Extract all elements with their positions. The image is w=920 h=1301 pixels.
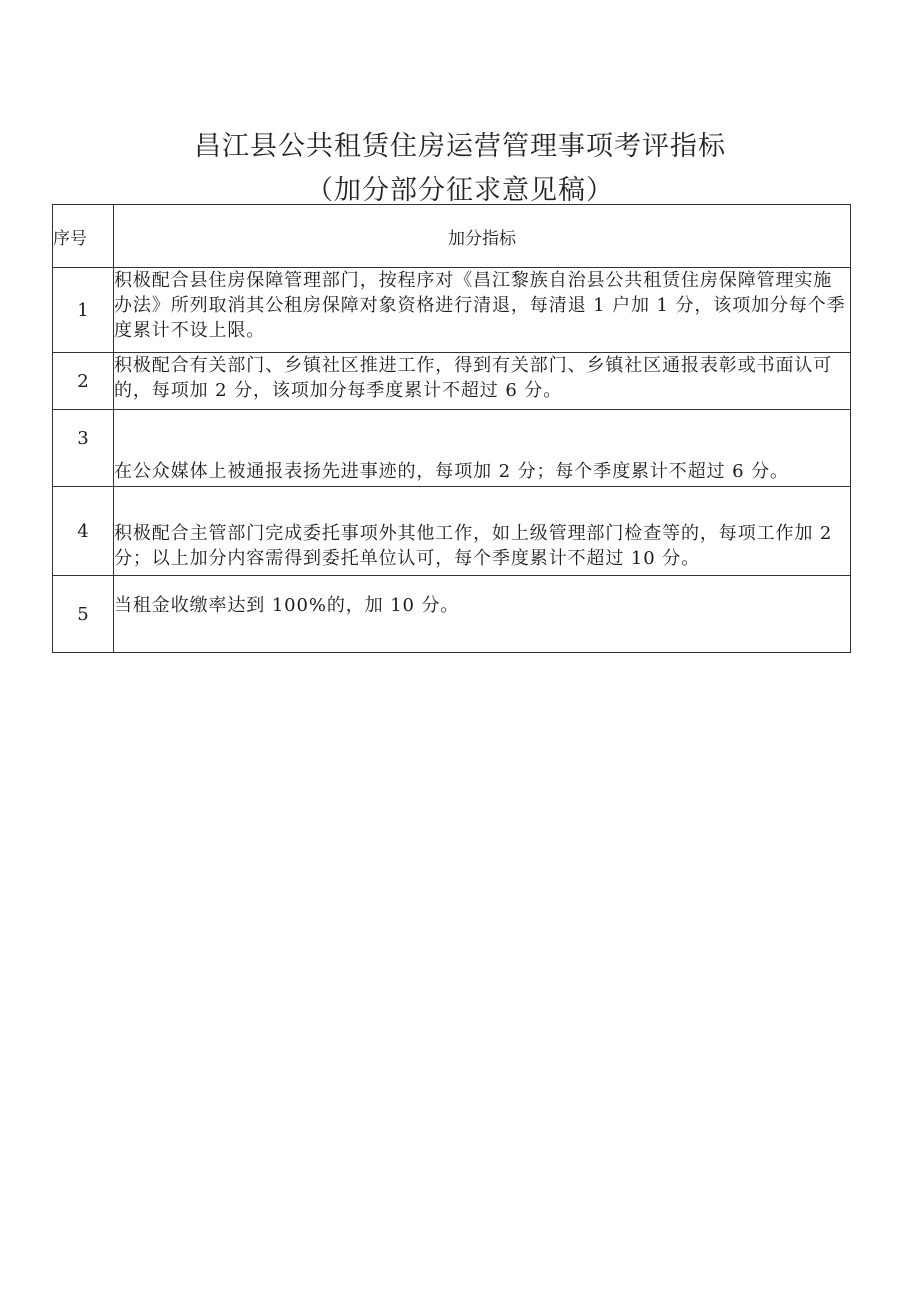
table-row xyxy=(53,576,851,653)
document-subtitle: （加分部分征求意见稿） xyxy=(306,175,614,206)
document-title: 昌江县公共租赁住房运营管理事项考评指标 xyxy=(194,131,726,162)
row-indicator-text: 当租金收缴率达到 100%的，加 10 分。 xyxy=(114,576,851,653)
row-number: 5 xyxy=(53,576,114,653)
table-row xyxy=(53,353,851,410)
row-number: 3 xyxy=(53,410,114,487)
bonus-indicator-table xyxy=(52,204,851,653)
header-number: 序号 xyxy=(53,205,114,268)
table-row xyxy=(53,268,851,353)
row-indicator-text: 在公众媒体上被通报表扬先进事迹的，每项加 2 分；每个季度累计不超过 6 分。 xyxy=(114,410,851,487)
row-number: 2 xyxy=(53,353,114,410)
table-header-row xyxy=(53,205,851,268)
row-indicator-text: 积极配合有关部门、乡镇社区推进工作，得到有关部门、乡镇社区通报表彰或书面认可的，每项加 2 分，该项加分每季度累计不超过 6 分。 xyxy=(114,353,851,410)
row-indicator-text: 积极配合县住房保障管理部门，按程序对《昌江黎族自治县公共租赁住房保障管理实施办法》所列取消其公租房保障对象资格进行清退，每清退 1 户加 1 分，该项加分每个季度累计不设上限。 xyxy=(114,268,851,353)
table-row xyxy=(53,487,851,576)
header-indicator: 加分指标 xyxy=(114,205,851,268)
row-number: 1 xyxy=(53,268,114,353)
row-indicator-text: 积极配合主管部门完成委托事项外其他工作，如上级管理部门检查等的，每项工作加 2 分；以上加分内容需得到委托单位认可，每个季度累计不超过 10 分。 xyxy=(114,487,851,576)
row-number: 4 xyxy=(53,487,114,576)
table-row xyxy=(53,410,851,487)
